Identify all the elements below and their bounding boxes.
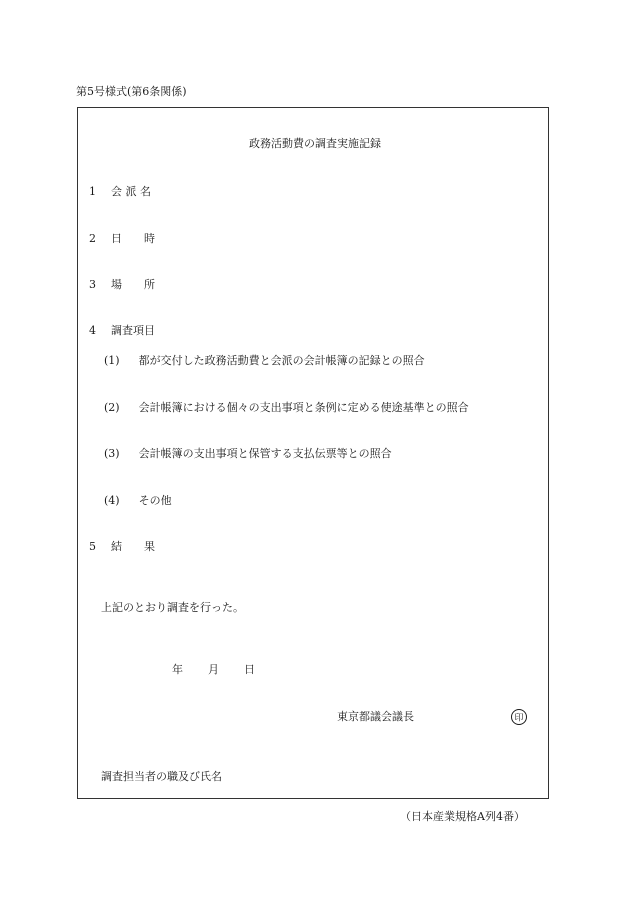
item-label: 会 派 名	[111, 185, 151, 198]
sub-item-number: (3)	[104, 447, 120, 460]
date-day-label: 日	[244, 663, 255, 676]
item-1	[89, 185, 151, 199]
item-5	[89, 540, 155, 554]
item-label: 場 所	[111, 278, 155, 291]
item-label: 結 果	[111, 540, 155, 553]
inspector-label: 調査担当者の職及び氏名	[101, 770, 222, 783]
form-number: 第5号様式(第6条関係)	[76, 85, 187, 98]
statement: 上記のとおり調査を行った。	[101, 601, 244, 614]
sub-item-text: その他	[138, 494, 172, 507]
sub-item-text: 会計帳簿における個々の支出事項と条例に定める使途基準との照合	[138, 401, 469, 414]
sub-item-text: 都が交付した政務活動費と会派の会計帳簿の記録との照合	[138, 354, 425, 367]
item-number: 3	[89, 278, 96, 291]
sub-item-number: (1)	[104, 354, 120, 367]
item-4	[89, 324, 155, 338]
sub-item-number: (4)	[104, 494, 120, 507]
item-label: 調査項目	[111, 324, 155, 337]
sub-item-4	[104, 494, 172, 508]
document-title: 政務活動費の調査実施記録	[249, 137, 381, 150]
date-month-label: 月	[208, 663, 219, 676]
sub-item-3	[104, 447, 392, 461]
item-2	[89, 232, 155, 246]
paper-size-note: （日本産業規格A列4番）	[400, 810, 525, 823]
seal-text: 印	[514, 713, 524, 724]
sub-item-number: (2)	[104, 401, 120, 414]
item-number: 4	[89, 324, 96, 337]
item-number: 5	[89, 540, 96, 553]
sub-item-1	[104, 354, 425, 368]
date-year-label: 年	[172, 663, 183, 676]
item-label: 日 時	[111, 232, 155, 245]
item-number: 1	[89, 185, 96, 198]
seal-icon	[510, 708, 528, 726]
signer-title: 東京都議会議長	[337, 710, 414, 723]
sub-item-2	[104, 401, 469, 415]
item-number: 2	[89, 232, 96, 245]
item-3	[89, 278, 155, 292]
sub-item-text: 会計帳簿の支出事項と保管する支払伝票等との照合	[138, 447, 392, 460]
